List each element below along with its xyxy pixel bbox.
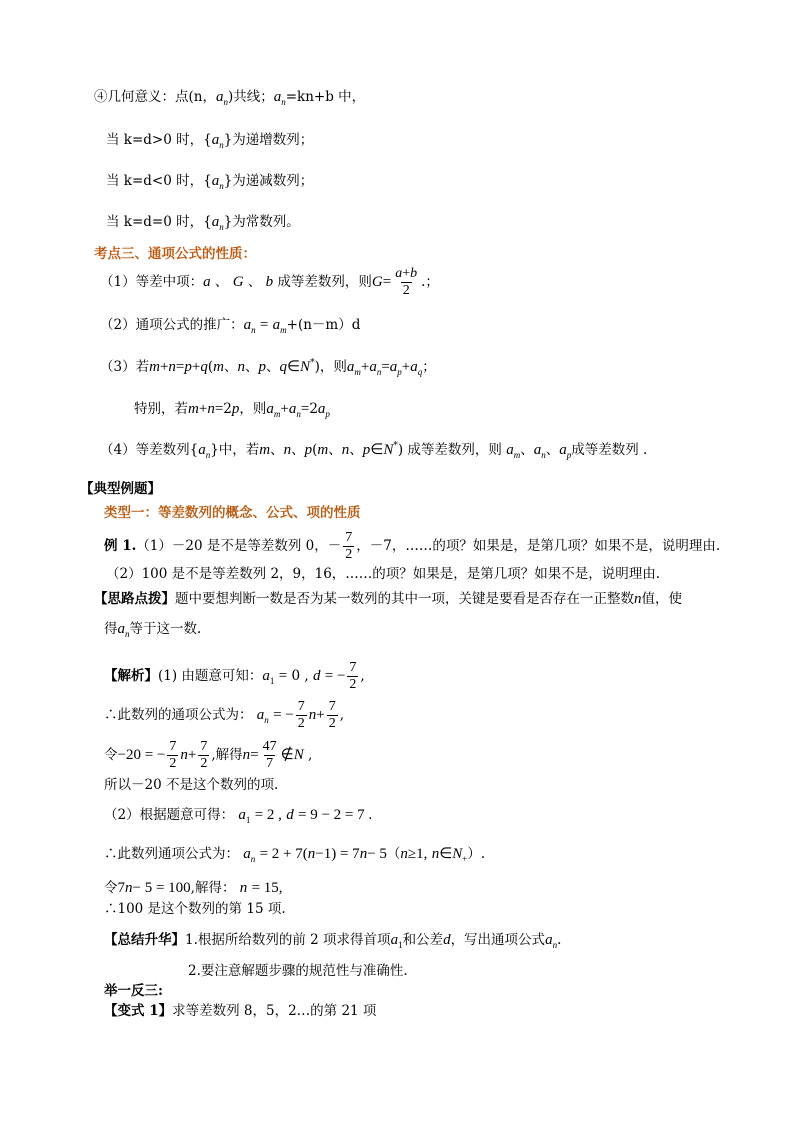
solution-3: 令−20 = − $\frac{7}{2}$ n+ $\frac{7}{2}$ ,解得n= $\frac{47}{7}$ ∉N , [104, 739, 313, 772]
geometric-meaning-line: ④几何意义：点(n，$a_n$)共线；$a_n=kn+b$ 中， [94, 89, 366, 107]
solution-1: 【解析】(1) 由题意可知：$a_1 = 0$ , d = − $\frac{7}{2}$ , [104, 660, 365, 693]
summary-2: 2.要注意解题步骤的规范性与准确性. [188, 963, 408, 979]
hint-line-1: 【思路点拨】题中要想判断一数是否为某一数列的其中一项，关键是要看是否存在一正整数n值，使 [94, 591, 682, 607]
type-heading: 类型一：等差数列的概念、公式、项的性质 [104, 505, 361, 521]
property-1: （1）等差中项：a 、 G 、 b 成等差数列，则G= $\frac{a+b}{2}$ .； [100, 266, 439, 299]
variant-1: 【变式 1】求等差数列 8，5，2…的第 21 项 [104, 1003, 377, 1019]
property-3: （3）若m+n=p+q(m、n、p、q∈N*)，则$a_m+a_n=a_p+a_q$； [100, 358, 436, 377]
case-constant: 当 k=d=0 时，$\{a_n\}$为常数列。 [106, 214, 300, 232]
summary-1: 【总结升华】1.根据所给数列的前 2 项求得首项$a_1$和公差d，写出通项公式$a_n$. [104, 932, 562, 950]
solution-6: ∴此数列通项公式为： $a_n = 2 + 7(n-1) = 7n- 5(n\ge 1$, $n\in N_+$）. [104, 846, 486, 864]
case-increasing: 当 k=d>0 时，$\{a_n\}$为递增数列； [106, 132, 314, 150]
solution-5: （2）根据题意可得： $a_1 = 2$ , d = 9 − 2 = 7 . [104, 807, 373, 825]
case-decreasing: 当 k=d<0 时，$\{a_n\}$为递减数列； [106, 173, 314, 191]
property-3-special: 特别，若m+n=2p，则$a_m+a_n=2a_p$ [134, 401, 330, 419]
solution-7: 令7n− 5 = 100,解得： n = 15, [104, 880, 283, 896]
property-2: （2）通项公式的推广：$a_n = a_m+(n-m)d$ [100, 317, 361, 335]
fraction: $\frac{a+b}{2}$ [395, 266, 418, 299]
practice-label: 举一反三: [104, 983, 163, 999]
example-1-q2: （2）100 是不是等差数列 2，9，16，……的项？如果是，是第几项？如果不是，说明理由. [106, 566, 661, 582]
solution-4: 所以－20 不是这个数列的项. [104, 777, 279, 793]
text: ④几何意义：点(n， [94, 89, 216, 105]
property-4: （4）等差数列$\{a_n\}$中，若m、n、p(m、n、p∈N*) 成等差数列，则 $a_m$、$a_n$、$a_p$成等差数列 . [100, 441, 648, 460]
hint-line-2: 得$a_n$等于这一数. [104, 621, 202, 639]
solution-8: ∴100 是这个数列的第 15 项. [104, 901, 286, 917]
examples-header: 【典型例题】 [80, 481, 161, 497]
section-heading: 考点三、通项公式的性质： [94, 246, 256, 262]
example-1-q1: 例 1.（1）－20 是不是等差数列 0，－ $\frac{7}{2}$ ，－7，……的项？如果是，是第几项？如果不是，说明理由. [104, 530, 721, 563]
solution-2: ∴此数列的通项公式为： $a_n$ = − $\frac{7}{2}$ n+ $\frac{7}{2}$ , [104, 699, 345, 732]
